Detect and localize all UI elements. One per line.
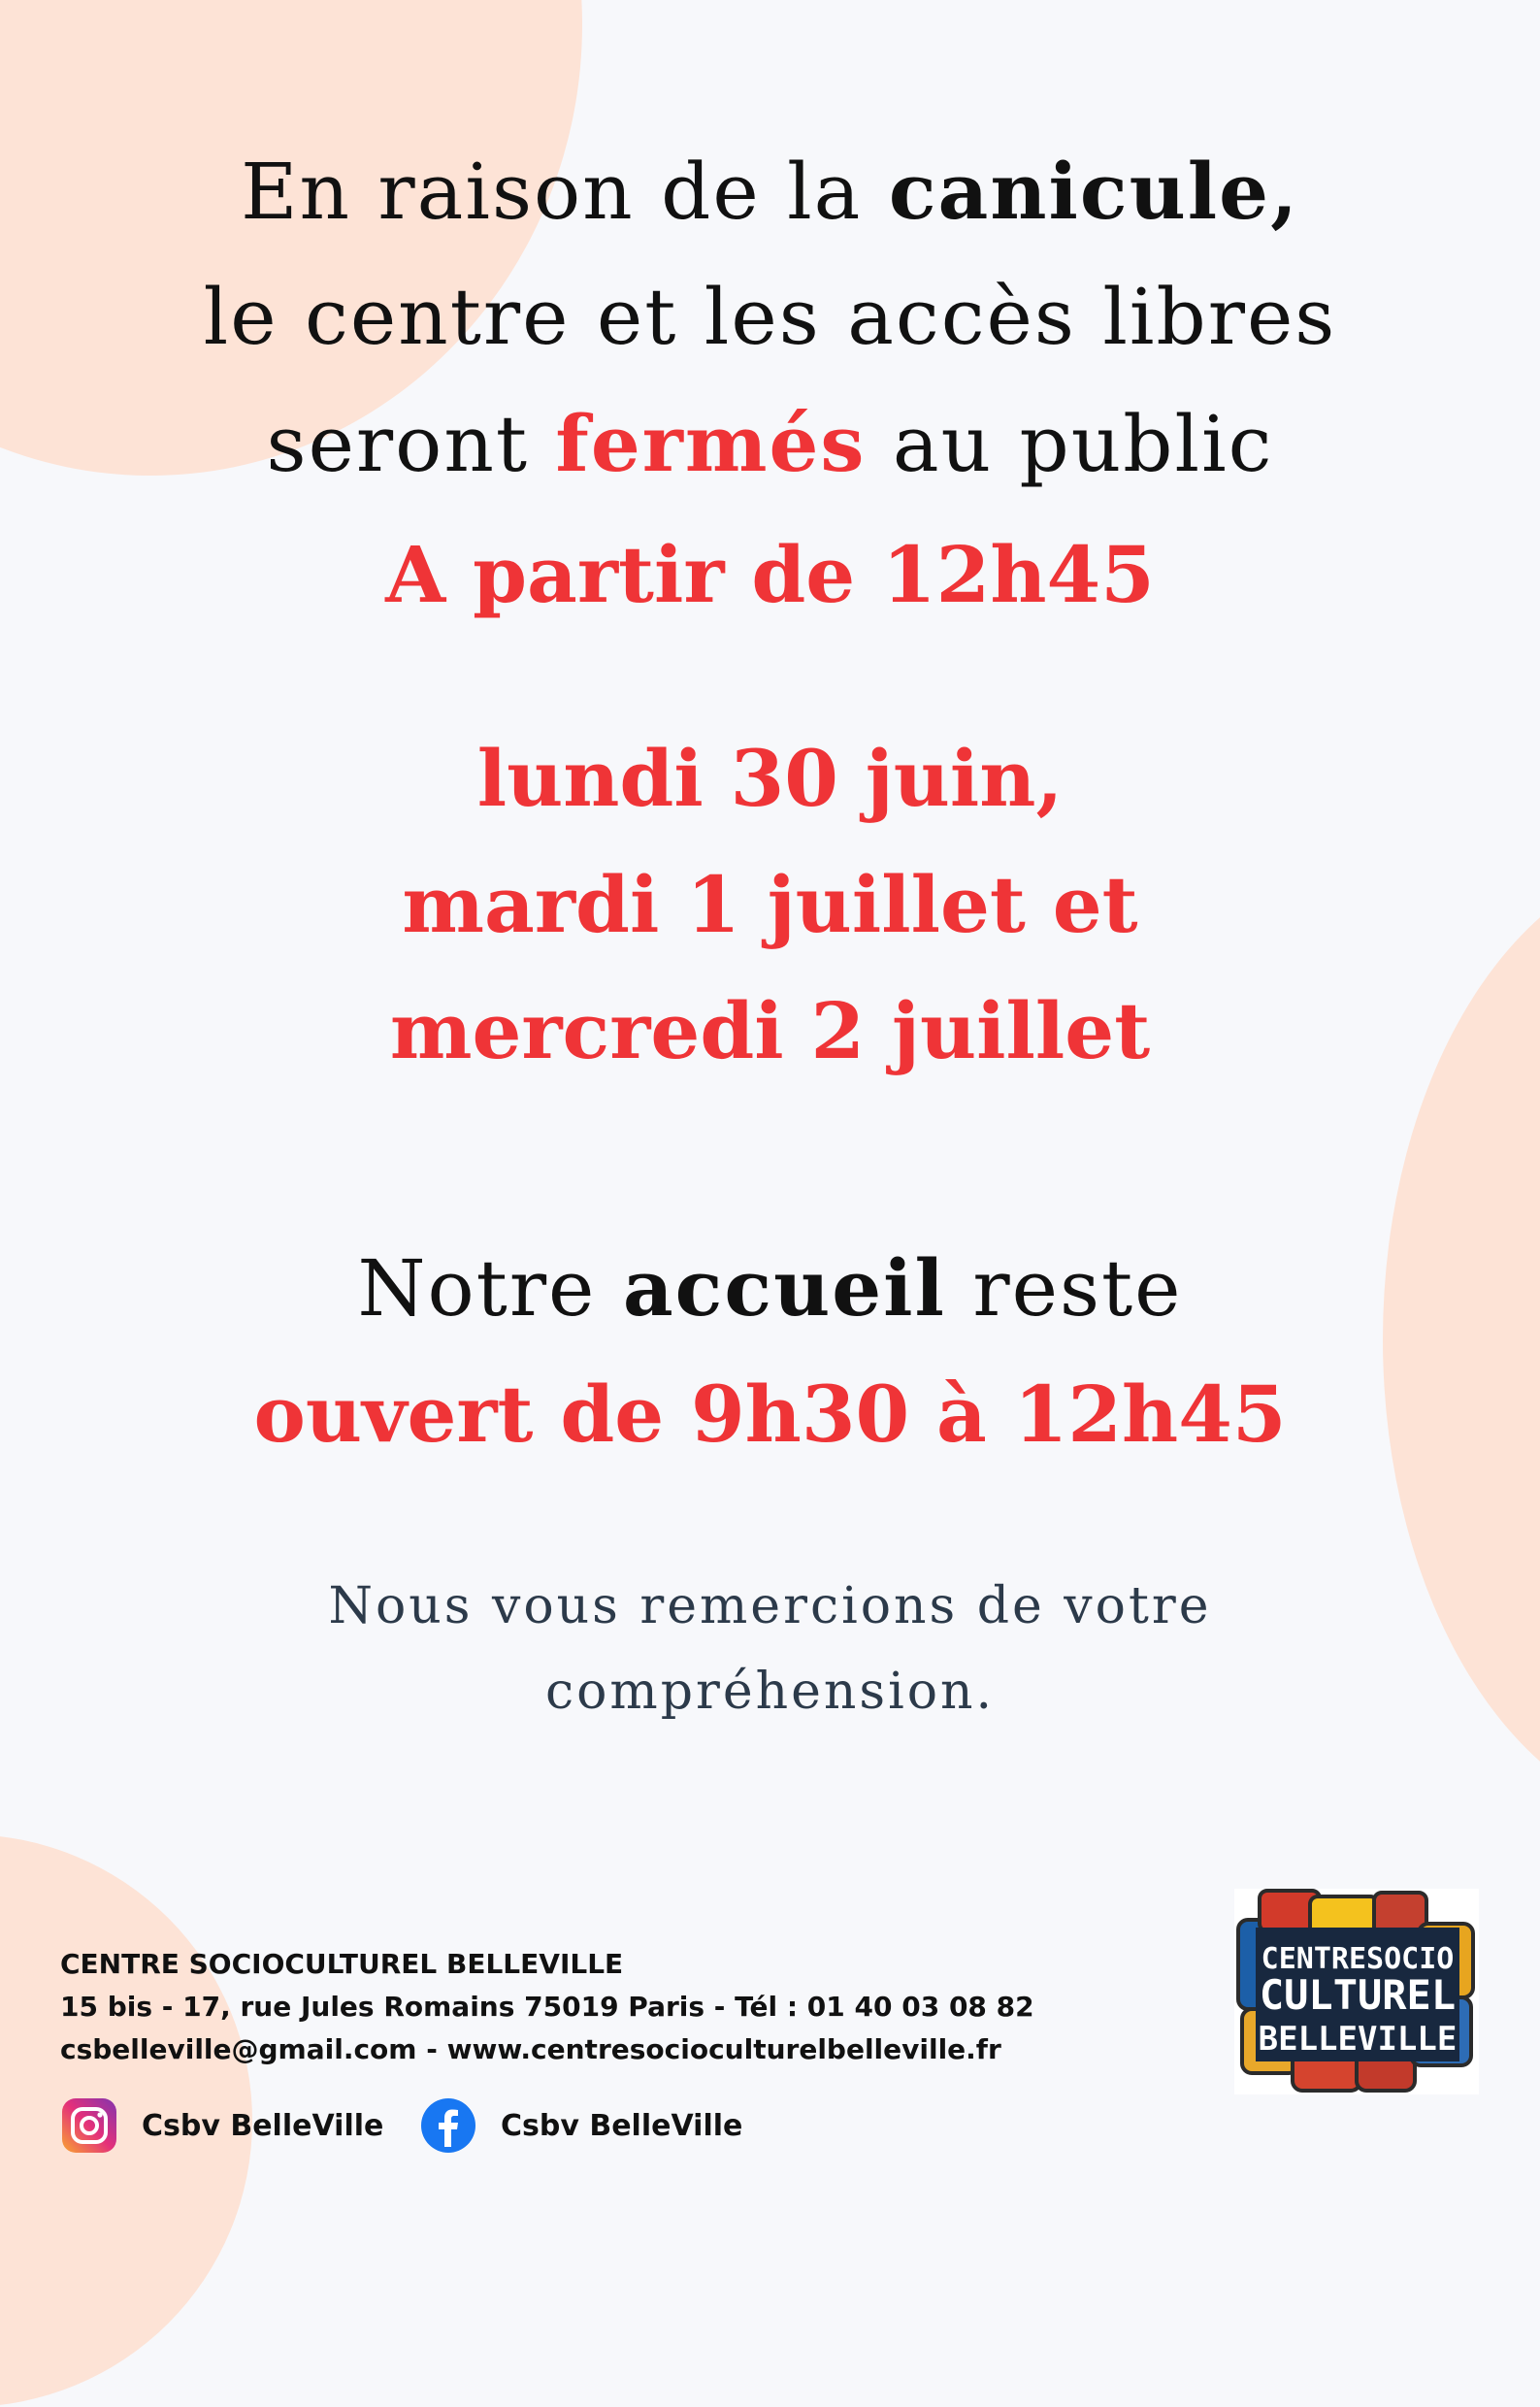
accueil-bold: accueil [622,1242,946,1334]
instagram-handle: Csbv BelleVille [142,2108,384,2143]
accueil-hours: ouvert de 9h30 à 12h45 [253,1368,1287,1460]
org-contact: csbelleville@gmail.com - www.centresocioculturelbelleville.fr [60,2033,1001,2065]
org-name: CENTRE SOCIOCULTUREL BELLEVILLE [60,1948,624,1980]
date-wednesday: mercredi 2 juillet [389,985,1151,1076]
thanks-line-1: Nous vous remercions de votre [328,1577,1212,1635]
accueil-line: Notre accueil reste [357,1242,1183,1334]
centre-logo [1234,1889,1479,2094]
facebook-link[interactable] [419,2096,742,2155]
headline-line-1: En raison de la canicule, [241,146,1299,237]
thanks-line-2: compréhension. [544,1663,996,1721]
headline-line-2: le centre et les accès libres [203,272,1337,362]
logo-text-line-3: BELLEVILLE [1258,2020,1458,2059]
logo-graphic [1234,1889,1479,2094]
footer-contact [60,1943,1034,2071]
canicule-text: canicule, [888,146,1299,237]
instagram-icon [60,2096,118,2155]
fermes-text: fermés [555,398,867,489]
logo-text-line-1: CENTRESOCIO [1261,1942,1455,1976]
logo-text-line-2: CULTUREL [1259,1971,1457,2019]
org-address: 15 bis - 17, rue Jules Romains 75019 Paris - Tél : 01 40 03 08 82 [60,1991,1034,2023]
date-tuesday: mardi 1 juillet et [402,859,1138,950]
date-monday: lundi 30 juin, [476,733,1064,824]
headline-line-3: seront fermés au public [266,398,1274,489]
facebook-handle: Csbv BelleVille [501,2108,743,2143]
facebook-icon [419,2096,477,2155]
closing-time: A partir de 12h45 [385,529,1155,620]
instagram-link[interactable] [60,2096,383,2155]
